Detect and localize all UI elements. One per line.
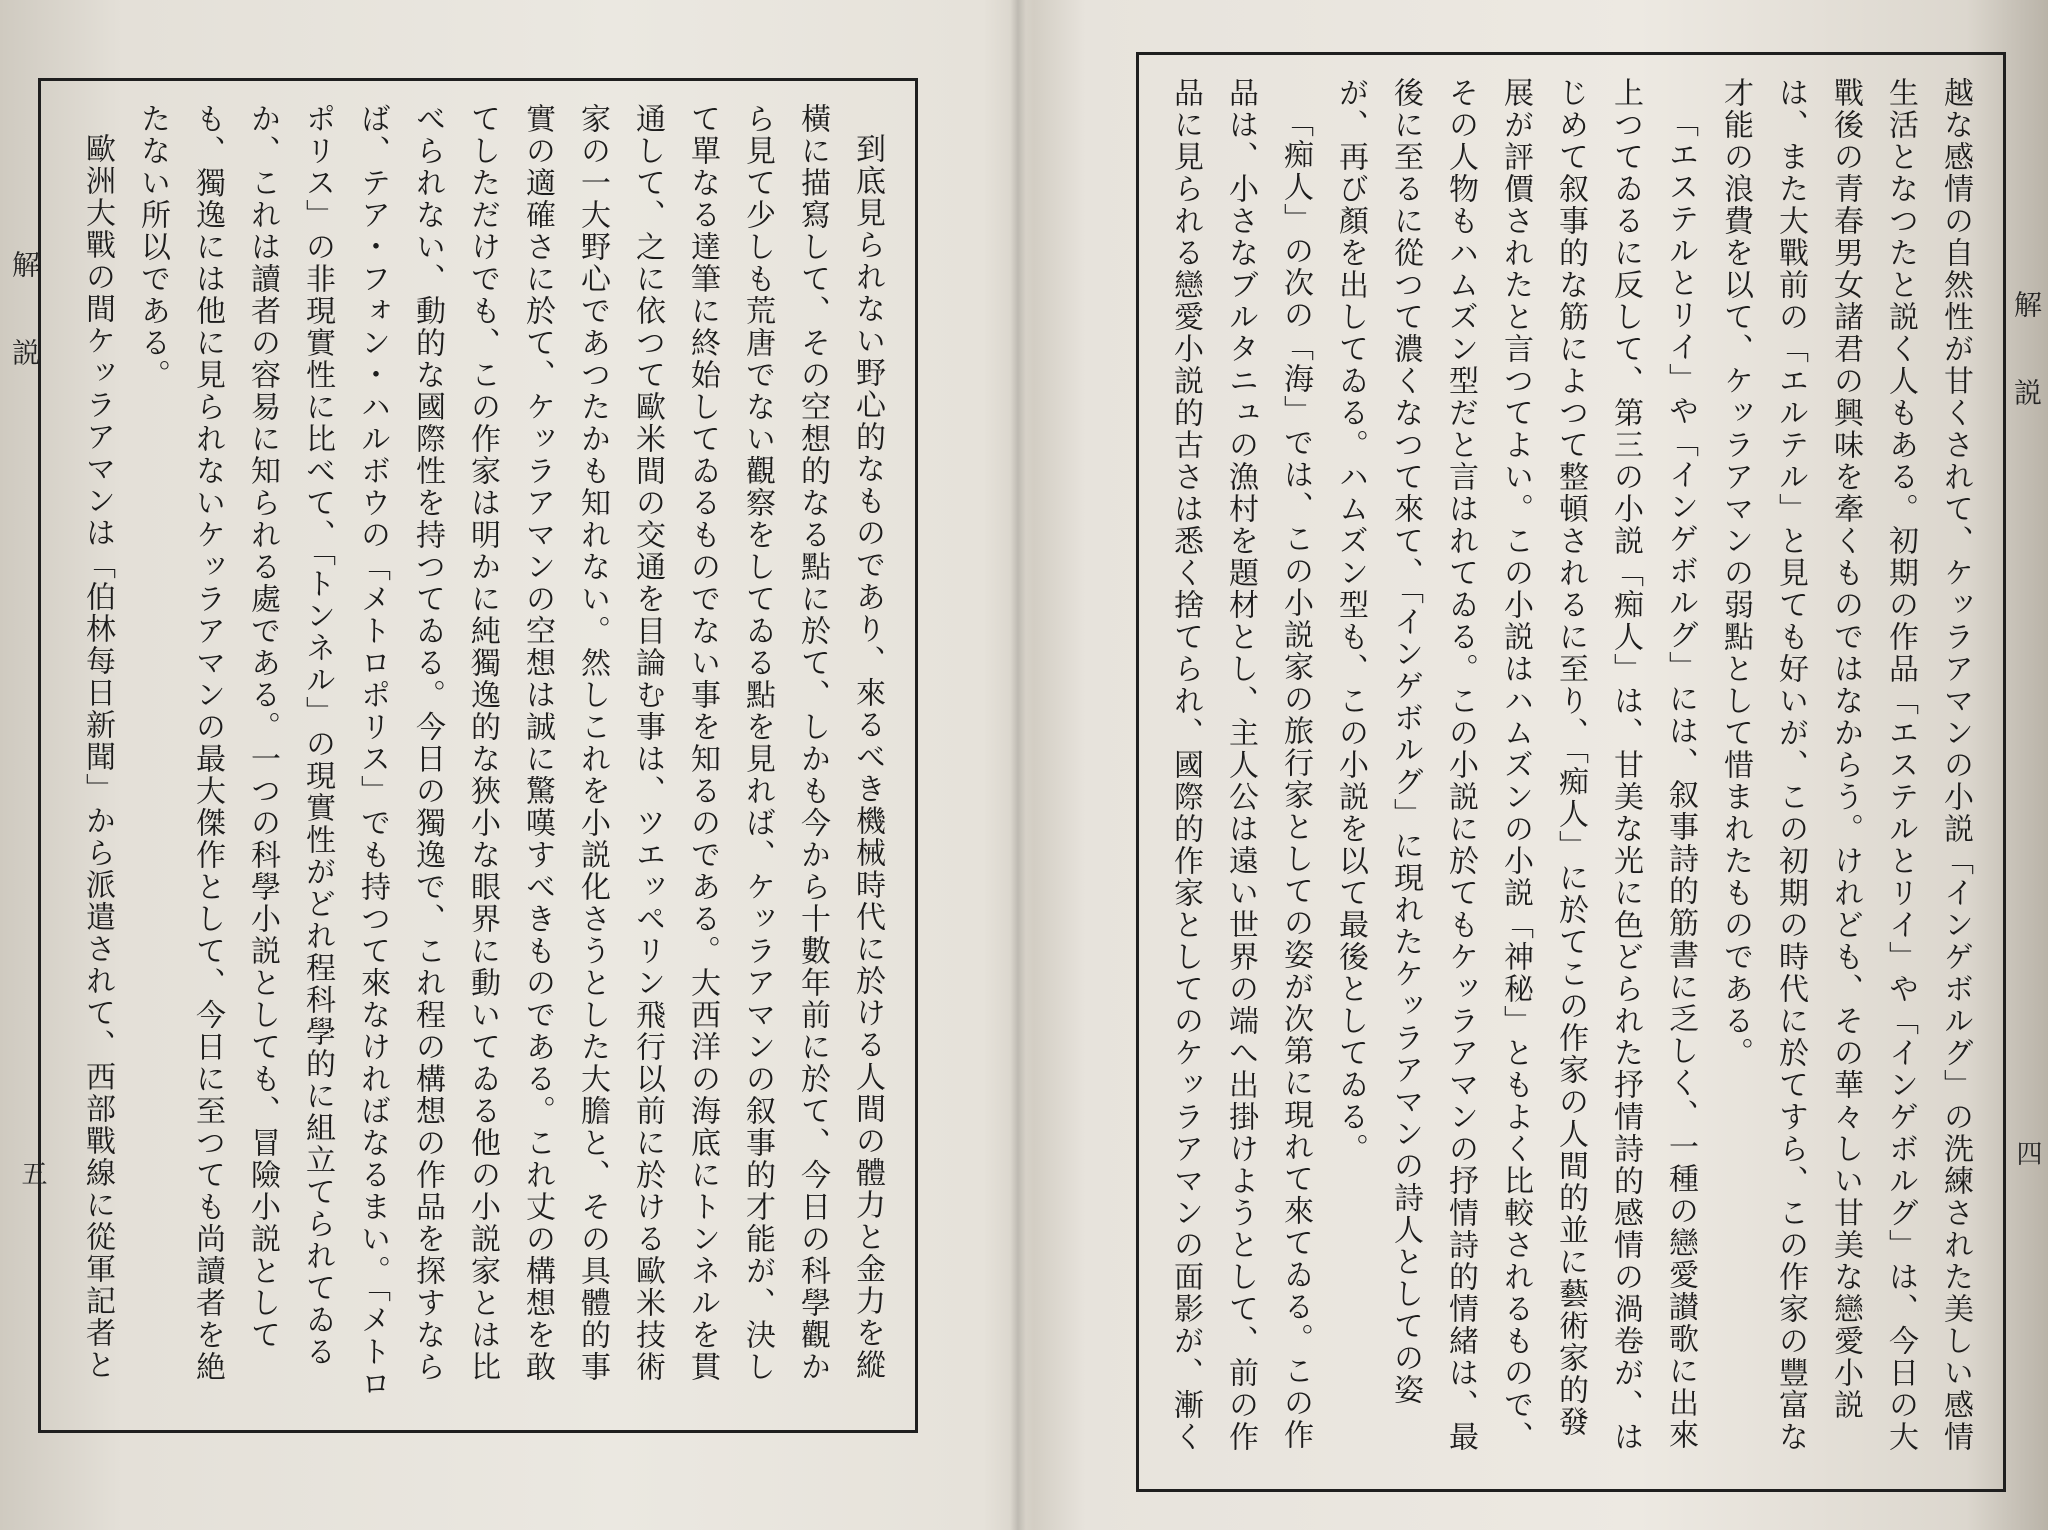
right-page [1026,0,2048,1530]
left-running-header: 解説 [8,250,41,426]
right-paragraph-1: 越な感情の自然性が甘くされて、ケッラアマンの小説「インゲボルグ」の洗練された美しい感情生活となつたと説く人もある。初期の作品「エステルとリイ」や「インゲボルグ」は、今日の大戰後の青春男女諸君の興味を牽くものではなからう。けれども、その華々しい甘美な戀愛小説は、また大戰前の「エルテル」と見ても好いが、この初期の時代に於てすら、この作家の豐富な才能の浪費を以て、ケッラアマンの弱點として惜まれたものである。 [1718,77,1973,1453]
left-page-number: 五 [17,1160,47,1186]
left-text-frame [38,78,918,1433]
right-text-frame [1136,52,2006,1492]
right-running-header: 解説 [2010,290,2043,466]
right-body-text [1159,77,1983,1467]
left-paragraph-1: 到底見られない野心的なものであり、來るべき機械時代に於ける人間の體力と金力を縱橫に描寫して、その空想的なる點に於て、しかも今から十數年前に於て、今日の科學觀から見て少しも荒唐でない觀察をしてゐる點を見れば、ケッラアマンの叙事的才能が、決して單なる達筆に終始してゐるものでない事を知るのである。大西洋の海底にトンネルを貫通して、之に依つて歐米間の交通を目論む事は、ツエッペリン飛行以前に於ける歐米技術家の一大野心であつたかも知れない。然しこれを小説化さうとした大膽と、その具體的事實の適確さに於て、ケッラアマンの空想は誠に驚嘆すべきものである。これ丈の構想を敢てしただけでも、この作家は明かに純獨逸的な狹小な眼界に動いてゐる他の小説家とは比べられない、動的な國際性を持つてゐる。今日の獨逸で、これ程の構想の作品を探すならば、テア・フォン・ハルボウの「メトロポリス」でも持つて來なければなるまい。「メトロポリス」の非現實性に比べて、「トンネル」の現實性がどれ程科學的に組立てられてゐるか、これは讀者の容易に知られる處である。一つの科學小説としても、冒險小説としても、獨逸には他に見られないケッラアマンの最大傑作として、今日に至つても尚讀者を絶たない所以である。 [135,103,885,1400]
book-gutter [1010,0,1026,1530]
left-paragraph-2: 歐洲大戰の間ケッラアマンは「伯林每日新聞」から派遣されて、西部戰線に從軍記者と [80,133,115,1381]
right-paragraph-3: 「痴人」の次の「海」では、この小説家の旅行家としての姿が次第に現れて來てゐる。この作品は、小さなブルタニュの漁村を題材とし、主人公は遠い世界の端へ出掛けようとして、前の作品に見られる戀愛小説的古さは悉く捨てられ、國際的作家としてのケッラアマンの面影が、漸く [1168,77,1313,1453]
right-page-number: 四 [2012,1140,2042,1166]
left-page [0,0,1010,1530]
right-paragraph-2: 「エステルとリイ」や「インゲボルグ」には、叙事詩的筋書に乏しく、一種の戀愛讃歌に出來上つてゐるに反して、第三の小説「痴人」は、甘美な光に色どられた抒情詩的感情の渦卷が、はじめて叙事的な筋によつて整頓されるに至り、「痴人」に於てこの作家の人間的並に藝術家的發展が評價されたと言つてよい。この小説はハムズンの小説「神秘」ともよく比較されるもので、その人物もハムズン型だと言はれてゐる。この小説に於てもケッラアマンの抒情詩的情緒は、最後に至るに從つて濃くなつて來て、「インゲボルグ」に現れたケッラアマンの詩人としての姿が、再び顏を出してゐる。ハムズン型も、この小説を以て最後としてゐる。 [1333,77,1698,1453]
left-body-text [61,103,895,1408]
